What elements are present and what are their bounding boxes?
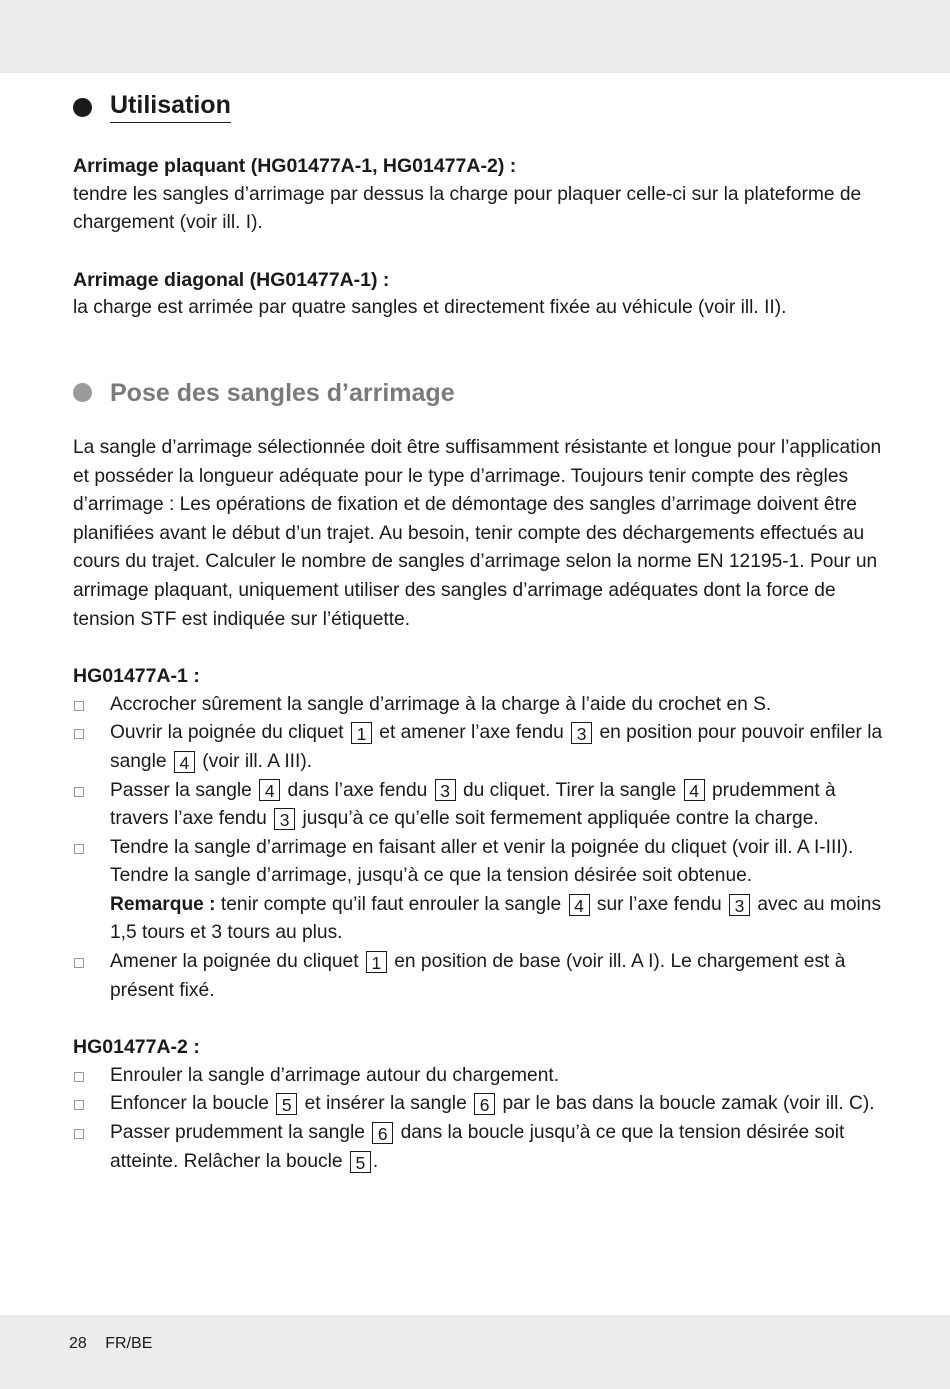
bullet-icon [73, 98, 92, 117]
ref-number: 5 [276, 1093, 297, 1115]
list-item: Tendre la sangle d’arrimage en faisant aller et venir la poignée du cliquet (voir ill. A I-III). Tendre la sangle d’arrimage, jusqu’à ce que la tension désirée soit obtenue. Remarque : tenir compte qu’il faut enrouler la sangle 4 sur l’axe fendu 3 avec au moins 1,5 tours et 3 tours au plus. [73, 834, 883, 948]
checkbox-bullet-icon [74, 958, 84, 968]
page-content [73, 88, 883, 1176]
steps-list-hg2 [73, 1062, 883, 1176]
ref-number: 6 [474, 1093, 495, 1115]
checkbox-bullet-icon [74, 1072, 84, 1082]
subheading-arrimage-diagonal: Arrimage diagonal (HG01477A-1) : [73, 268, 390, 291]
section-title: Pose des sangles d’arrimage [110, 378, 455, 407]
ref-number: 4 [684, 779, 705, 801]
section-heading-pose [73, 374, 883, 412]
ref-number: 3 [435, 779, 456, 801]
ref-number: 4 [259, 779, 280, 801]
list-item: Amener la poignée du cliquet 1 en position de base (voir ill. A I). Le chargement est à présent fixé. [73, 948, 883, 1005]
page-number: 28 [69, 1335, 87, 1352]
list-item: Enrouler la sangle d’arrimage autour du chargement. [73, 1062, 883, 1091]
ref-number: 1 [366, 951, 387, 973]
list-item: Enfoncer la boucle 5 et insérer la sangle 6 par le bas dans la boucle zamak (voir ill. C). [73, 1090, 883, 1119]
checkbox-bullet-icon [74, 844, 84, 854]
ref-number: 6 [372, 1122, 393, 1144]
subheading-hg1: HG01477A-1 : [73, 665, 200, 688]
section-title: Utilisation [110, 91, 231, 123]
section-heading-utilisation [73, 88, 883, 126]
page-footer [69, 1335, 166, 1353]
ref-number: 3 [274, 808, 295, 830]
list-item: Passer la sangle 4 dans l’axe fendu 3 du cliquet. Tirer la sangle 4 prudemment à travers l’axe fendu 3 jusqu’à ce qu’elle soit fermement appliquée contre la charge. [73, 777, 883, 834]
ref-number: 1 [351, 722, 372, 744]
ref-number: 5 [350, 1151, 371, 1173]
list-item: Accrocher sûrement la sangle d’arrimage à la charge à l’aide du crochet en S. [73, 691, 883, 720]
ref-number: 4 [569, 894, 590, 916]
checkbox-bullet-icon [74, 1100, 84, 1110]
header-band [0, 0, 950, 73]
checkbox-bullet-icon [74, 1129, 84, 1139]
checkbox-bullet-icon [74, 729, 84, 739]
list-item: Passer prudemment la sangle 6 dans la boucle jusqu’à ce que la tension désirée soit atteinte. Relâcher la boucle 5 . [73, 1119, 883, 1176]
checkbox-bullet-icon [74, 787, 84, 797]
paragraph-arrimage-plaquant: tendre les sangles d’arrimage par dessus la charge pour plaquer celle-ci sur la plateforme de chargement (voir ill. I). [73, 183, 862, 234]
ref-number: 3 [571, 722, 592, 744]
paragraph-arrimage-diagonal: la charge est arrimée par quatre sangles et directement fixée au véhicule (voir ill. II). [73, 297, 787, 319]
note-label: Remarque : [110, 893, 216, 915]
ref-number: 3 [729, 894, 750, 916]
paragraph-intro: La sangle d’arrimage sélectionnée doit être suffisamment résistante et longue pour l’application et posséder la longueur adéquate pour le type d’arrimage. Toujours tenir compte des règles d’arrimage : Les opérations de fixation et de démontage des sangles d’arrimage doivent être planifiées avant le début d’un trajet. Au besoin, tenir compte des déchargements effectués au cours du trajet. Calculer le nombre de sangles d’arrimage selon la norme EN 12195-1. Pour un arrimage plaquant, uniquement utiliser des sangles d’arrimage adéquates dont la force de tension STF est indiquée sur l’étiquette. [73, 436, 882, 630]
subheading-arrimage-plaquant: Arrimage plaquant (HG01477A-1, HG01477A-2) : [73, 155, 517, 177]
bullet-icon [73, 383, 92, 402]
checkbox-bullet-icon [74, 701, 84, 711]
ref-number: 4 [174, 751, 195, 773]
list-item: Ouvrir la poignée du cliquet 1 et amener l’axe fendu 3 en position pour pouvoir enfiler la sangle 4 (voir ill. A III). [73, 719, 883, 776]
subheading-hg2: HG01477A-2 : [73, 1036, 200, 1059]
steps-list-hg1 [73, 691, 883, 1006]
locale-label: FR/BE [105, 1335, 153, 1352]
